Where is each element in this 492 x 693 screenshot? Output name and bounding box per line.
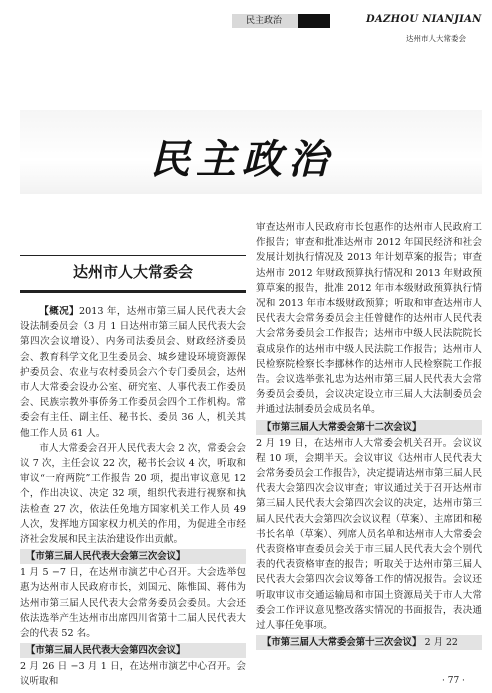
section-text-3: 2 月 19 日，在达州市人大常委会机关召开。会议议程 10 项，会期半天。会议审议《达州市人民代表大会常务委员会工作报告》，决定提请达州市第三届人民代表大会第四次会议审查；审议通过关于召开达州市第三届人民代表大会第四次会议的决定，达州市第三届人民代表大会第四次会议议程（草案）、主席团和秘书长名单（草案）、列席人员名单和达州市人大常委会代表资格审查委员会关于市三届人民代表大会个别代表的代表资格审查的报告；听取关于达州市第三届人民代表大会第四次会议筹备工作的情况报告。会议还听取审议市交通运输局和市国土资源局关于市人大常委会工作评议意见整改落实情况的书面报告，表决通过人事任免事项。 bbox=[256, 437, 482, 632]
page-number: · 77 · bbox=[442, 676, 465, 686]
header-section-tab bbox=[232, 14, 298, 28]
header-section-label: 民主政治 bbox=[246, 16, 283, 26]
department-title: 达州市人大常委会 bbox=[72, 263, 193, 281]
section-heading-4: 【市第三届人大常委会第十三次会议】 2 月 22 bbox=[256, 635, 482, 650]
title-rule-top bbox=[20, 255, 246, 256]
overview-label: 【概况】 bbox=[39, 306, 80, 317]
header-subtitle: 达州市人大常委会 bbox=[406, 34, 466, 43]
overview-paragraph bbox=[20, 304, 246, 441]
header-publication: DAZHOU NIANJIAN bbox=[366, 14, 482, 25]
header-section-bar bbox=[232, 14, 330, 28]
overview-text: 2013 年，达州市第三届人民代表大会设法制委员会（3 月 1 日达州市第三届人民代表大会第四次会议增设）、内务司法委员会、财政经济委员会、教育科学文化卫生委员会、城乡建设环境资源保护委员会、农业与农村委员会六个专门委员会，达州市人大常委会设办公室、研究室、人事代表工作委员会、民族宗教外事侨务工作委员会四个工作机构。常委会有主任、副主任、秘书长、委员 36 人，机关其他工作人员 61 人。 bbox=[20, 306, 247, 439]
title-rule-bottom bbox=[20, 290, 246, 293]
section-text-2: 2 月 26 日 −3 月 1 日，在达州市演艺中心召开。会议听取和 bbox=[20, 661, 246, 688]
banner-title: 民主政治 bbox=[150, 136, 334, 183]
section-text-1: 1 月 5 −7 日，在达州市演艺中心召开。大会选举包惠为达州市人民政府市长，刘国元、陈惟国、蒋伟为达州市第三届人民代表大会常务委员会委员。大会还依法选举产生达州市出席四川省第十二届人民代表大会的代表 52 名。 bbox=[20, 567, 246, 640]
continued-paragraph: 审查达州市人民政府市长包惠作的达州市人民政府工作报告；审查和批准达州市 2012 年国民经济和社会发展计划执行情况及 2013 年计划草案的报告；审查达州市 2012 年财政预算执行情况和 2013 年财政预算草案的报告，批准 2012 年市本级财政预算执行情况和 2013 年市本级财政预算；听取和审查达州市人民代表大会常务委员会主任曾健作的达州市人民代表大会常务委员会工作报告；达州市中级人民法院院长袁成泉作的达州市中级人民法院工作报告；达州市人民检察院检察长李挪林作的达州市人民检察院工作报告。会议选举张礼忠为达州市第三届人民代表大会常务委员会委员，会议决定设立市三届人大法制委员会并通过法制委员会成员名单。 bbox=[256, 222, 482, 416]
section-heading-3: 【市第三届人大常委会第十二次会议】 bbox=[256, 420, 482, 435]
section-heading-1: 【市第三届人民代表大会第三次会议】 bbox=[20, 549, 246, 564]
section-heading-2: 【市第三届人民代表大会第四次会议】 bbox=[20, 643, 246, 658]
left-column bbox=[20, 304, 246, 690]
summary-paragraph: 市人大常委会召开人民代表大会 2 次，常委会会议 7 次，主任会议 22 次，秘书长会议 4 次，听取和审议“一府两院”工作报告 20 项，提出审议意见 12 个，作出决议、决定 32 项，组织代表进行视察和执法检查 27 次，依法任免地方国家机关工作人员 49 人次，发挥地方国家权力机关的作用，为促进全市经济社会发展和民主法治建设作出贡献。 bbox=[20, 442, 246, 546]
right-column bbox=[256, 220, 482, 651]
